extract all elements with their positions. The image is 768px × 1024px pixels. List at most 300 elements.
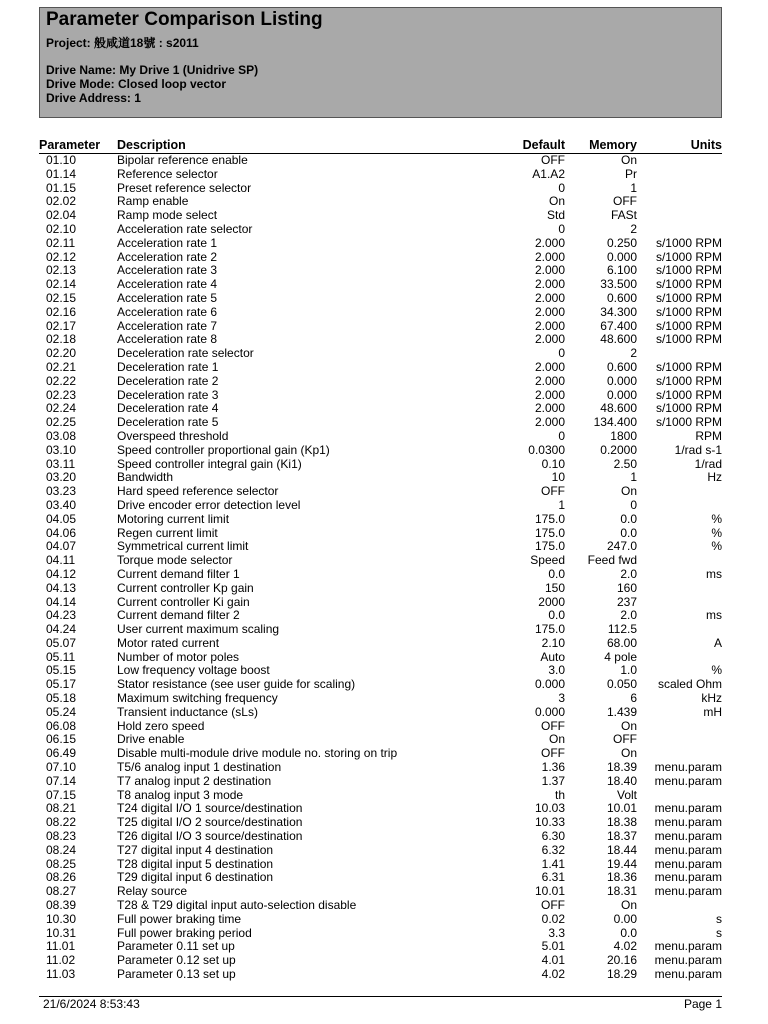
- cell-parameter: 02.02: [46, 194, 77, 209]
- cell-description: Parameter 0.13 set up: [117, 967, 236, 982]
- table-row: [0, 816, 768, 830]
- cell-description: Disable multi-module drive module no. storing on trip: [117, 746, 398, 761]
- cell-default: 175.0: [534, 525, 565, 540]
- cell-description: Acceleration rate 4: [117, 277, 218, 292]
- cell-memory: 18.38: [606, 815, 637, 830]
- cell-default: 2.000: [534, 277, 565, 292]
- table-row: [0, 182, 768, 196]
- cell-units: menu.param: [654, 953, 722, 968]
- cell-memory: 2: [630, 221, 637, 236]
- cell-default: 0.10: [541, 456, 565, 471]
- table-row: [0, 154, 768, 168]
- cell-description: T8 analog input 3 mode: [117, 787, 244, 802]
- table-row: [0, 416, 768, 430]
- cell-parameter: 01.15: [46, 180, 77, 195]
- cell-description: Current demand filter 2: [117, 608, 240, 623]
- cell-parameter: 10.30: [46, 911, 77, 926]
- cell-units: ms: [706, 608, 722, 623]
- cell-parameter: 01.10: [46, 153, 77, 167]
- table-row: [0, 954, 768, 968]
- cell-default: 3: [558, 691, 565, 706]
- table-row: [0, 596, 768, 610]
- cell-memory: 18.37: [606, 829, 637, 844]
- cell-description: Speed controller proportional gain (Kp1): [117, 442, 330, 457]
- cell-units: menu.param: [654, 829, 722, 844]
- cell-memory: On: [620, 153, 637, 167]
- cell-memory: 2.50: [613, 456, 637, 471]
- cell-description: Drive encoder error detection level: [117, 497, 301, 512]
- cell-description: Parameter 0.11 set up: [117, 939, 235, 954]
- cell-units: menu.param: [654, 884, 722, 899]
- cell-memory: 18.36: [606, 870, 637, 885]
- cell-parameter: 07.10: [46, 760, 77, 775]
- table-row: [0, 209, 768, 223]
- cell-memory: 0: [630, 497, 637, 512]
- cell-default: 5.01: [541, 939, 565, 954]
- cell-memory: 2.0: [620, 566, 637, 581]
- cell-memory: 160: [616, 580, 637, 595]
- table-row: [0, 623, 768, 637]
- cell-memory: 67.400: [600, 318, 637, 333]
- table-row: [0, 885, 768, 899]
- cell-parameter: 06.15: [46, 732, 77, 747]
- cell-units: s/1000 RPM: [655, 304, 722, 319]
- cell-description: Preset reference selector: [117, 180, 252, 195]
- cell-memory: 18.39: [606, 760, 637, 775]
- cell-parameter: 05.17: [46, 677, 77, 692]
- cell-units: A: [713, 635, 722, 650]
- cell-description: T29 digital input 6 destination: [117, 870, 274, 885]
- cell-description: Acceleration rate 5: [117, 290, 218, 305]
- cell-description: T25 digital I/O 2 source/destination: [117, 815, 303, 830]
- cell-memory: 247.0: [606, 539, 637, 554]
- cell-parameter: 11.03: [46, 967, 76, 982]
- cell-default: 0.0300: [528, 442, 565, 457]
- cell-description: T28 digital input 5 destination: [117, 856, 274, 871]
- cell-description: Torque mode selector: [117, 553, 233, 568]
- cell-units: Hz: [707, 470, 722, 485]
- cell-description: Full power braking period: [117, 925, 252, 940]
- cell-description: Relay source: [117, 884, 188, 899]
- cell-parameter: 11.02: [46, 953, 76, 968]
- cell-memory: On: [620, 484, 637, 499]
- cell-units: menu.param: [654, 939, 722, 954]
- cell-description: Deceleration rate 2: [117, 373, 219, 388]
- cell-parameter: 04.06: [46, 525, 77, 540]
- cell-description: T26 digital I/O 3 source/destination: [117, 829, 303, 844]
- cell-default: 1: [558, 497, 565, 512]
- table-row: [0, 802, 768, 816]
- cell-default: 2.000: [534, 290, 565, 305]
- table-row: [0, 444, 768, 458]
- table-row: [0, 706, 768, 720]
- cell-default: 1.41: [541, 856, 565, 871]
- cell-default: 3.3: [548, 925, 565, 940]
- cell-units: %: [711, 539, 722, 554]
- table-row: [0, 830, 768, 844]
- cell-memory: 18.44: [606, 842, 637, 857]
- cell-memory: 0.000: [606, 373, 637, 388]
- table-row: [0, 582, 768, 596]
- table-row: [0, 858, 768, 872]
- cell-units: s/1000 RPM: [655, 332, 722, 347]
- cell-parameter: 08.23: [46, 829, 77, 844]
- table-row: [0, 402, 768, 416]
- cell-default: 0: [558, 428, 565, 443]
- cell-units: menu.param: [654, 870, 722, 885]
- table-row: [0, 292, 768, 306]
- cell-default: Std: [546, 208, 565, 223]
- cell-parameter: 03.23: [46, 484, 77, 499]
- cell-description: Deceleration rate 5: [117, 415, 219, 430]
- cell-units: s/1000 RPM: [655, 359, 722, 374]
- cell-memory: 0.600: [606, 290, 637, 305]
- cell-default: 1.36: [541, 760, 565, 775]
- table-row: [0, 361, 768, 375]
- cell-memory: FASt: [610, 208, 637, 223]
- table-row: [0, 278, 768, 292]
- table-row: [0, 844, 768, 858]
- cell-default: 3.0: [548, 663, 565, 678]
- cell-default: 0.000: [534, 704, 565, 719]
- cell-default: 2.000: [534, 235, 565, 250]
- cell-units: mH: [703, 704, 722, 719]
- cell-parameter: 08.39: [46, 898, 77, 913]
- table-row: [0, 306, 768, 320]
- cell-description: Current demand filter 1: [117, 566, 240, 581]
- cell-default: 2.000: [534, 332, 565, 347]
- cell-units: s/1000 RPM: [655, 318, 722, 333]
- cell-parameter: 10.31: [46, 925, 77, 940]
- cell-parameter: 02.13: [46, 263, 77, 278]
- cell-description: Maximum switching frequency: [117, 691, 278, 706]
- cell-default: 2.000: [534, 415, 565, 430]
- cell-description: Acceleration rate 8: [117, 332, 218, 347]
- cell-default: 2.10: [541, 635, 565, 650]
- cell-units: RPM: [695, 428, 722, 443]
- cell-parameter: 05.15: [46, 663, 77, 678]
- cell-default: 4.02: [541, 967, 565, 982]
- cell-parameter: 04.07: [46, 539, 77, 554]
- cell-description: Overspeed threshold: [117, 428, 229, 443]
- column-header-description: Description: [117, 138, 186, 152]
- cell-description: T28 & T29 digital input auto-selection disable: [117, 898, 357, 913]
- cell-parameter: 04.13: [46, 580, 77, 595]
- table-row: [0, 527, 768, 541]
- cell-memory: 19.44: [606, 856, 637, 871]
- cell-memory: 20.16: [606, 953, 637, 968]
- cell-description: Parameter 0.12 set up: [117, 953, 236, 968]
- cell-parameter: 08.25: [46, 856, 77, 871]
- cell-description: Low frequency voltage boost: [117, 663, 270, 678]
- table-row: [0, 513, 768, 527]
- column-header-parameter: Parameter: [39, 138, 101, 152]
- table-row: [0, 761, 768, 775]
- cell-default: 10.33: [534, 815, 565, 830]
- cell-default: OFF: [541, 718, 565, 733]
- report-title: Parameter Comparison Listing: [46, 9, 323, 30]
- cell-parameter: 02.25: [46, 415, 77, 430]
- cell-memory: 2.0: [620, 608, 637, 623]
- cell-parameter: 02.12: [46, 249, 77, 264]
- cell-default: 175.0: [534, 511, 565, 526]
- cell-default: Speed: [530, 553, 565, 568]
- cell-parameter: 08.27: [46, 884, 77, 899]
- cell-parameter: 04.12: [46, 566, 77, 581]
- table-row: [0, 720, 768, 734]
- table-row: [0, 320, 768, 334]
- cell-memory: On: [620, 746, 637, 761]
- cell-parameter: 03.08: [46, 428, 77, 443]
- table-row: [0, 499, 768, 513]
- table-row: [0, 664, 768, 678]
- cell-memory: 18.31: [606, 884, 637, 899]
- cell-memory: 0.050: [606, 677, 637, 692]
- table-row: [0, 871, 768, 885]
- cell-parameter: 05.18: [46, 691, 77, 706]
- cell-units: menu.param: [654, 773, 722, 788]
- parameter-table: [0, 154, 768, 982]
- cell-units: menu.param: [654, 856, 722, 871]
- cell-units: s/1000 RPM: [655, 277, 722, 292]
- cell-memory: 134.400: [593, 415, 637, 430]
- cell-parameter: 04.24: [46, 622, 77, 637]
- cell-parameter: 02.10: [46, 221, 77, 236]
- cell-memory: Volt: [616, 787, 637, 802]
- cell-units: s/1000 RPM: [655, 373, 722, 388]
- cell-memory: 0.0: [620, 525, 637, 540]
- cell-parameter: 02.20: [46, 346, 77, 361]
- cell-parameter: 03.40: [46, 497, 77, 512]
- cell-memory: 0.00: [613, 911, 637, 926]
- cell-default: 175.0: [534, 622, 565, 637]
- cell-units: s/1000 RPM: [655, 290, 722, 305]
- table-row: [0, 223, 768, 237]
- cell-description: Acceleration rate selector: [117, 221, 253, 236]
- cell-parameter: 03.10: [46, 442, 77, 457]
- table-row: [0, 651, 768, 665]
- cell-default: On: [548, 732, 565, 747]
- report-header: [39, 7, 722, 118]
- cell-units: 1/rad: [694, 456, 722, 471]
- cell-memory: 33.500: [600, 277, 637, 292]
- cell-description: Motor rated current: [117, 635, 220, 650]
- cell-default: 6.31: [541, 870, 565, 885]
- project-line: Project: 般咸道18號 : s2011: [46, 36, 199, 50]
- cell-memory: 0.600: [606, 359, 637, 374]
- cell-parameter: 08.26: [46, 870, 77, 885]
- cell-memory: 0.250: [606, 235, 637, 250]
- cell-units: %: [711, 525, 722, 540]
- cell-units: s/1000 RPM: [655, 401, 722, 416]
- cell-parameter: 03.11: [46, 456, 76, 471]
- table-row: [0, 692, 768, 706]
- cell-default: 10.01: [534, 884, 565, 899]
- cell-memory: On: [620, 718, 637, 733]
- cell-memory: Feed fwd: [587, 553, 637, 568]
- cell-description: Speed controller integral gain (Ki1): [117, 456, 302, 471]
- cell-memory: 0.0: [620, 925, 637, 940]
- cell-parameter: 04.14: [46, 594, 77, 609]
- cell-parameter: 02.16: [46, 304, 77, 319]
- cell-memory: On: [620, 898, 637, 913]
- column-header-units: Units: [690, 138, 722, 152]
- cell-memory: 2: [630, 346, 637, 361]
- cell-memory: 1: [630, 180, 637, 195]
- cell-memory: 34.300: [600, 304, 637, 319]
- cell-parameter: 02.14: [46, 277, 77, 292]
- cell-parameter: 06.49: [46, 746, 77, 761]
- cell-units: menu.param: [654, 815, 722, 830]
- cell-description: Symmetrical current limit: [117, 539, 249, 554]
- cell-parameter: 04.05: [46, 511, 77, 526]
- cell-parameter: 04.11: [46, 553, 76, 568]
- cell-parameter: 02.22: [46, 373, 77, 388]
- cell-units: s/1000 RPM: [655, 249, 722, 264]
- drive-address-line: Drive Address: 1: [46, 91, 141, 105]
- table-row: [0, 913, 768, 927]
- table-row: [0, 168, 768, 182]
- cell-parameter: 02.24: [46, 401, 77, 416]
- table-row: [0, 458, 768, 472]
- cell-parameter: 02.18: [46, 332, 77, 347]
- cell-units: menu.param: [654, 842, 722, 857]
- table-row: [0, 251, 768, 265]
- table-row: [0, 637, 768, 651]
- table-row: [0, 733, 768, 747]
- cell-memory: 6.100: [606, 263, 637, 278]
- column-header-memory: Memory: [589, 138, 637, 152]
- footer-timestamp: 21/6/2024 8:53:43: [43, 997, 140, 1011]
- cell-parameter: 08.22: [46, 815, 77, 830]
- cell-description: Drive enable: [117, 732, 185, 747]
- cell-description: Reference selector: [117, 166, 218, 181]
- cell-description: Bandwidth: [117, 470, 174, 485]
- cell-units: s/1000 RPM: [655, 235, 722, 250]
- cell-default: 0.0: [548, 566, 565, 581]
- table-row: [0, 940, 768, 954]
- cell-memory: 1.439: [606, 704, 637, 719]
- cell-default: 0: [558, 221, 565, 236]
- cell-memory: 1.0: [620, 663, 637, 678]
- cell-default: OFF: [541, 746, 565, 761]
- table-row: [0, 775, 768, 789]
- cell-description: Deceleration rate 3: [117, 387, 219, 402]
- cell-memory: 18.40: [606, 773, 637, 788]
- cell-parameter: 04.23: [46, 608, 77, 623]
- table-row: [0, 789, 768, 803]
- cell-description: Bipolar reference enable: [117, 153, 248, 167]
- cell-parameter: 05.07: [46, 635, 77, 650]
- cell-units: s: [716, 911, 722, 926]
- drive-name-line: Drive Name: My Drive 1 (Unidrive SP): [46, 63, 259, 77]
- cell-default: th: [554, 787, 565, 802]
- table-row: [0, 747, 768, 761]
- cell-parameter: 02.17: [46, 318, 77, 333]
- cell-parameter: 02.21: [46, 359, 77, 374]
- column-header-default: Default: [522, 138, 565, 152]
- cell-memory: 6: [630, 691, 637, 706]
- cell-default: 175.0: [534, 539, 565, 554]
- cell-memory: 48.600: [600, 332, 637, 347]
- cell-units: scaled Ohm: [657, 677, 722, 692]
- cell-parameter: 02.23: [46, 387, 77, 402]
- cell-parameter: 02.04: [46, 208, 77, 223]
- cell-memory: 48.600: [600, 401, 637, 416]
- cell-memory: 0.000: [606, 249, 637, 264]
- cell-default: On: [548, 194, 565, 209]
- cell-description: Current controller Kp gain: [117, 580, 254, 595]
- cell-parameter: 05.24: [46, 704, 77, 719]
- cell-units: s/1000 RPM: [655, 387, 722, 402]
- cell-parameter: 02.11: [46, 235, 76, 250]
- table-row: [0, 347, 768, 361]
- table-row: [0, 968, 768, 982]
- cell-description: Ramp enable: [117, 194, 189, 209]
- cell-memory: 0.2000: [600, 442, 637, 457]
- cell-default: 2.000: [534, 304, 565, 319]
- cell-units: s/1000 RPM: [655, 263, 722, 278]
- cell-memory: 112.5: [607, 622, 637, 637]
- cell-parameter: 07.14: [46, 773, 77, 788]
- cell-parameter: 08.21: [46, 801, 77, 816]
- cell-memory: 10.01: [606, 801, 637, 816]
- cell-parameter: 08.24: [46, 842, 77, 857]
- cell-memory: 0.0: [620, 511, 637, 526]
- cell-memory: 4 pole: [604, 649, 637, 664]
- cell-description: T27 digital input 4 destination: [117, 842, 274, 857]
- cell-default: 1.37: [541, 773, 565, 788]
- cell-units: menu.param: [654, 801, 722, 816]
- drive-mode-line: Drive Mode: Closed loop vector: [46, 77, 227, 91]
- cell-default: 10.03: [534, 801, 565, 816]
- table-row: [0, 568, 768, 582]
- cell-description: Current controller Ki gain: [117, 594, 250, 609]
- table-row: [0, 471, 768, 485]
- table-row: [0, 678, 768, 692]
- cell-default: Auto: [540, 649, 565, 664]
- cell-description: User current maximum scaling: [117, 622, 280, 637]
- cell-description: Acceleration rate 6: [117, 304, 218, 319]
- cell-default: 2.000: [534, 401, 565, 416]
- cell-memory: 4.02: [613, 939, 637, 954]
- cell-default: 0.0: [548, 608, 565, 623]
- cell-description: Transient inductance (sLs): [117, 704, 258, 719]
- cell-description: Full power braking time: [117, 911, 242, 926]
- cell-description: T7 analog input 2 destination: [117, 773, 272, 788]
- table-row: [0, 375, 768, 389]
- cell-default: 2.000: [534, 263, 565, 278]
- cell-default: 2.000: [534, 387, 565, 402]
- cell-description: Hold zero speed: [117, 718, 205, 733]
- cell-default: OFF: [541, 484, 565, 499]
- table-row: [0, 485, 768, 499]
- cell-description: T5/6 analog input 1 destination: [117, 760, 282, 775]
- cell-default: 6.32: [541, 842, 565, 857]
- cell-description: Ramp mode select: [117, 208, 218, 223]
- cell-default: 6.30: [541, 829, 565, 844]
- cell-units: s/1000 RPM: [655, 415, 722, 430]
- cell-description: Hard speed reference selector: [117, 484, 279, 499]
- cell-description: T24 digital I/O 1 source/destination: [117, 801, 303, 816]
- cell-description: Deceleration rate 1: [117, 359, 219, 374]
- cell-default: 4.01: [541, 953, 565, 968]
- cell-parameter: 06.08: [46, 718, 77, 733]
- cell-parameter: 07.15: [46, 787, 77, 802]
- table-row: [0, 540, 768, 554]
- cell-parameter: 11.01: [46, 939, 76, 954]
- cell-default: 0.000: [534, 677, 565, 692]
